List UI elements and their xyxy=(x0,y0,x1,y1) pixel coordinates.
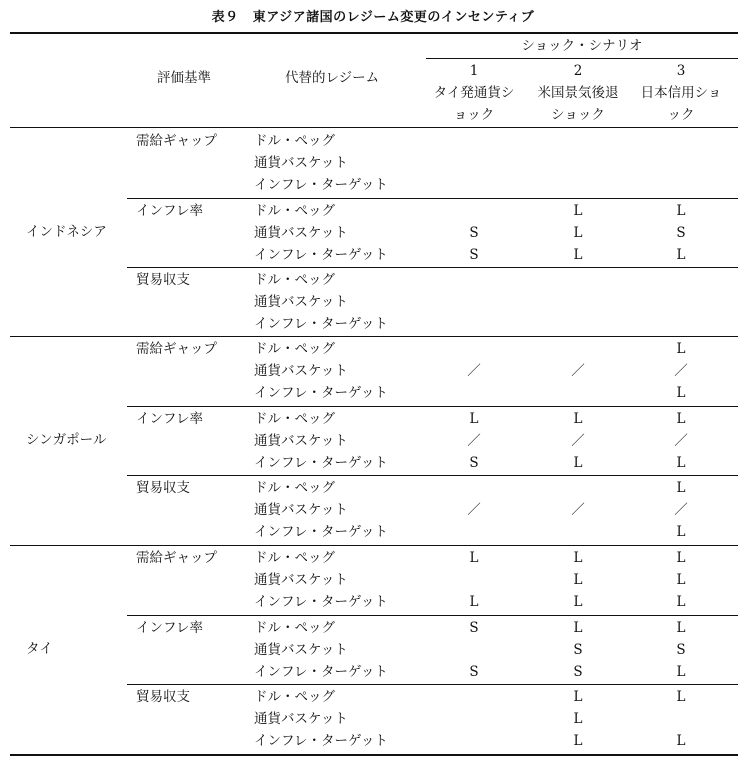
scenario-3-value: ／ xyxy=(674,432,688,449)
scenario-3-value: L xyxy=(676,663,686,680)
regime-label: 通貨バスケット xyxy=(254,641,348,658)
regime-label: インフレ・ターゲット xyxy=(254,733,388,749)
regime-label: インフレ・ターゲット xyxy=(254,177,388,193)
scenario-1-value: L xyxy=(469,594,479,610)
scenario-number: 1 xyxy=(469,63,479,79)
header-rule xyxy=(10,127,738,128)
top-rule xyxy=(10,32,738,34)
regime-label: ドル・ペッグ xyxy=(254,550,335,566)
scenario-2-value: L xyxy=(573,550,583,566)
criteria-label: 需給ギャップ xyxy=(136,341,217,357)
criteria-rule xyxy=(127,684,738,685)
regime-label: ドル・ペッグ xyxy=(254,341,335,357)
regime-label: 通貨バスケット xyxy=(254,155,348,171)
scenario-title-line2: ック xyxy=(667,107,695,123)
regime-label: 通貨バスケット xyxy=(254,572,348,588)
scenario-1-value: ／ xyxy=(467,432,481,449)
criteria-label: インフレ率 xyxy=(136,202,203,219)
regime-label: ドル・ペッグ xyxy=(254,133,335,149)
scenario-number: 2 xyxy=(573,63,583,79)
scenario-1-value: ／ xyxy=(467,363,481,379)
scenario-title-line2: ショック xyxy=(551,107,605,123)
scenario-2-value: ／ xyxy=(571,502,585,518)
regime-label: インフレ・ターゲット xyxy=(254,594,388,610)
criteria-label: 貿易収支 xyxy=(136,689,190,705)
regime-label: ドル・ペッグ xyxy=(254,272,335,288)
scenario-title-line1: 米国景気後退 xyxy=(537,85,619,101)
country-label: シンガポール xyxy=(26,432,107,449)
bottom-rule xyxy=(10,754,738,756)
scenario-3-value: ／ xyxy=(674,502,688,518)
regime-label: インフレ・ターゲット xyxy=(254,524,388,540)
regime-label: ドル・ペッグ xyxy=(254,202,335,219)
scenario-3-value: L xyxy=(676,202,686,219)
criteria-label: インフレ率 xyxy=(136,410,203,427)
regime-label: 通貨バスケット xyxy=(254,363,348,379)
table-title xyxy=(0,6,746,25)
table-number: 表９ xyxy=(211,10,239,25)
scenario-3-value: L xyxy=(676,572,686,588)
scenario-3-value: ／ xyxy=(674,363,688,379)
scenario-2-value: S xyxy=(573,663,583,680)
criteria-label: 需給ギャップ xyxy=(136,133,217,149)
scenario-3-value: L xyxy=(676,550,686,566)
scenario-2-value: L xyxy=(573,594,583,610)
regime-label: 通貨バスケット xyxy=(254,711,348,727)
country-rule xyxy=(10,545,738,546)
scenario-2-value: L xyxy=(573,202,583,219)
criteria-label: 貿易収支 xyxy=(136,272,190,288)
scenario-number: 3 xyxy=(676,63,686,79)
criteria-label: 需給ギャップ xyxy=(136,550,217,566)
criteria-rule xyxy=(127,615,738,616)
scenario-1-value: ／ xyxy=(467,502,481,518)
criteria-label: インフレ率 xyxy=(136,619,203,636)
regime-label: ドル・ペッグ xyxy=(254,619,335,636)
regime-label: インフレ・ターゲット xyxy=(254,663,388,680)
scenario-3-value: L xyxy=(676,385,686,401)
scenario-3-value: L xyxy=(676,524,686,540)
scenario-2-value: L xyxy=(573,711,583,727)
scenario-3-value: S xyxy=(676,641,686,658)
regime-label: 通貨バスケット xyxy=(254,432,348,449)
criteria-rule xyxy=(127,475,738,476)
scenario-2-value: L xyxy=(573,572,583,588)
scenario-group-label: ショック・シナリオ xyxy=(521,38,643,54)
scenario-1-value: S xyxy=(469,246,479,263)
scenario-2-value: L xyxy=(573,689,583,705)
scenario-3-value: L xyxy=(676,246,686,263)
scenario-2-value: L xyxy=(573,410,583,427)
regime-label: ドル・ペッグ xyxy=(254,410,335,427)
scenario-3-value: L xyxy=(676,410,686,427)
table-caption: 東アジア諸国のレジーム変更のインセンティブ xyxy=(252,10,535,25)
scenario-3-value: L xyxy=(676,689,686,705)
scenario-1-value: L xyxy=(469,410,479,427)
scenario-1-value: S xyxy=(469,224,479,241)
scenario-1-value: S xyxy=(469,663,479,680)
scenario-2-value: ／ xyxy=(571,432,585,449)
country-rule xyxy=(10,336,738,337)
scenario-title-line1: タイ発通貨シ xyxy=(433,85,515,101)
scenario-2-value: L xyxy=(573,246,583,263)
scenario-3-value: L xyxy=(676,480,686,496)
regime-label: ドル・ペッグ xyxy=(254,689,335,705)
country-label: インドネシア xyxy=(26,224,107,241)
scenario-3-value: L xyxy=(676,594,686,610)
regime-label: 通貨バスケット xyxy=(254,294,348,310)
regime-label: インフレ・ターゲット xyxy=(254,385,388,401)
scenario-3-value: L xyxy=(676,619,686,636)
criteria-rule xyxy=(127,198,738,199)
scenario-title-line2: ョック xyxy=(453,107,495,123)
regime-label: インフレ・ターゲット xyxy=(254,316,388,332)
regime-label: ドル・ペッグ xyxy=(254,480,335,496)
scenario-3-value: L xyxy=(676,341,686,357)
scenario-2-value: L xyxy=(573,733,583,749)
scenario-1-value: S xyxy=(469,454,479,471)
scenario-3-value: S xyxy=(676,224,686,241)
regime-label: インフレ・ターゲット xyxy=(254,246,388,263)
scenario-1-value: S xyxy=(469,619,479,636)
scenario-group-rule xyxy=(426,58,738,59)
regime-header: 代替的レジーム xyxy=(285,70,380,86)
criteria-rule xyxy=(127,406,738,407)
criteria-label: 貿易収支 xyxy=(136,480,190,496)
scenario-3-value: L xyxy=(676,454,686,471)
criteria-header: 評価基準 xyxy=(157,70,211,86)
scenario-title-line1: 日本信用ショ xyxy=(640,85,722,101)
scenario-2-value: L xyxy=(573,224,583,241)
scenario-2-value: L xyxy=(573,619,583,636)
criteria-rule xyxy=(127,267,738,268)
scenario-2-value: L xyxy=(573,454,583,471)
scenario-2-value: ／ xyxy=(571,363,585,379)
scenario-1-value: L xyxy=(469,550,479,566)
scenario-2-value: S xyxy=(573,641,583,658)
regime-label: 通貨バスケット xyxy=(254,502,348,518)
scenario-3-value: L xyxy=(676,733,686,749)
country-label: タイ xyxy=(26,641,53,658)
regime-label: 通貨バスケット xyxy=(254,224,348,241)
regime-label: インフレ・ターゲット xyxy=(254,454,388,471)
